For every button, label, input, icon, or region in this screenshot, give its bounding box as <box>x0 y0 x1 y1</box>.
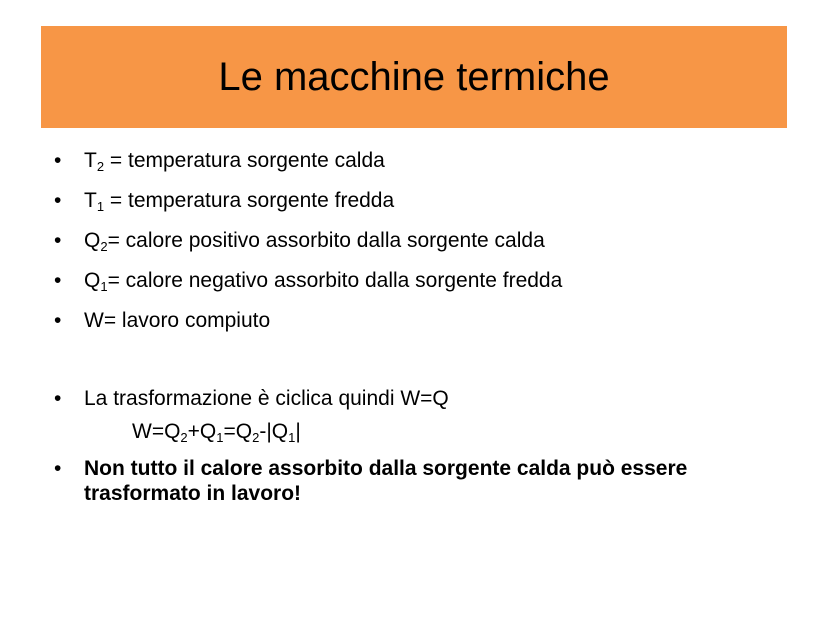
formula-subscript: 1 <box>288 430 296 445</box>
bullet-item-t2 <box>54 148 774 173</box>
formula-subscript: 2 <box>252 430 260 445</box>
bullet-text: La trasformazione è ciclica quindi W=Q <box>84 387 449 410</box>
bullet-symbol: Q <box>84 269 101 292</box>
slide-title: Le macchine termiche <box>218 54 610 99</box>
bullet-list <box>54 148 774 506</box>
bullet-subscript: 1 <box>96 199 105 214</box>
bullet-dot: • <box>54 309 62 332</box>
bullet-text: = temperatura sorgente fredda <box>104 189 395 212</box>
title-bar <box>41 26 787 128</box>
conclusion-text: Non tutto il calore assorbito dalla sorgente calda può essere trasformato in lavoro! <box>84 457 688 505</box>
bullet-dot: • <box>54 189 62 212</box>
bullet-subscript: 2 <box>96 159 105 174</box>
bullet-item-t1 <box>54 188 774 213</box>
bullet-dot: • <box>54 149 62 172</box>
bullet-dot: • <box>54 387 62 410</box>
bullet-item-cyclic <box>54 386 774 411</box>
formula-part: | <box>295 420 301 443</box>
bullet-dot: • <box>54 229 62 252</box>
bullet-item-conclusion <box>54 456 784 506</box>
formula-part: =Q <box>223 420 253 443</box>
bullet-text: = calore positivo assorbito dalla sorgente calda <box>107 229 545 252</box>
bullet-symbol: Q <box>84 229 101 252</box>
formula-part: -|Q <box>259 420 289 443</box>
bullet-text: = temperatura sorgente calda <box>104 149 385 172</box>
bullet-dot: • <box>54 457 62 480</box>
bullet-dot: • <box>54 269 62 292</box>
bullet-item-q2 <box>54 228 774 253</box>
bullet-item-w <box>54 308 774 333</box>
formula-subscript: 1 <box>216 430 224 445</box>
bullet-subscript: 1 <box>100 279 108 294</box>
bullet-text: = calore negativo assorbito dalla sorgente fredda <box>107 269 563 292</box>
formula <box>54 419 774 444</box>
formula-subscript: 2 <box>180 430 188 445</box>
spacer <box>54 348 774 386</box>
formula-part: W=Q <box>132 420 181 443</box>
bullet-symbol: T <box>84 189 97 212</box>
bullet-symbol: T <box>84 149 97 172</box>
formula-part: +Q <box>187 420 217 443</box>
bullet-item-q1 <box>54 268 774 293</box>
bullet-subscript: 2 <box>100 239 108 254</box>
bullet-text: W= lavoro compiuto <box>84 309 271 332</box>
